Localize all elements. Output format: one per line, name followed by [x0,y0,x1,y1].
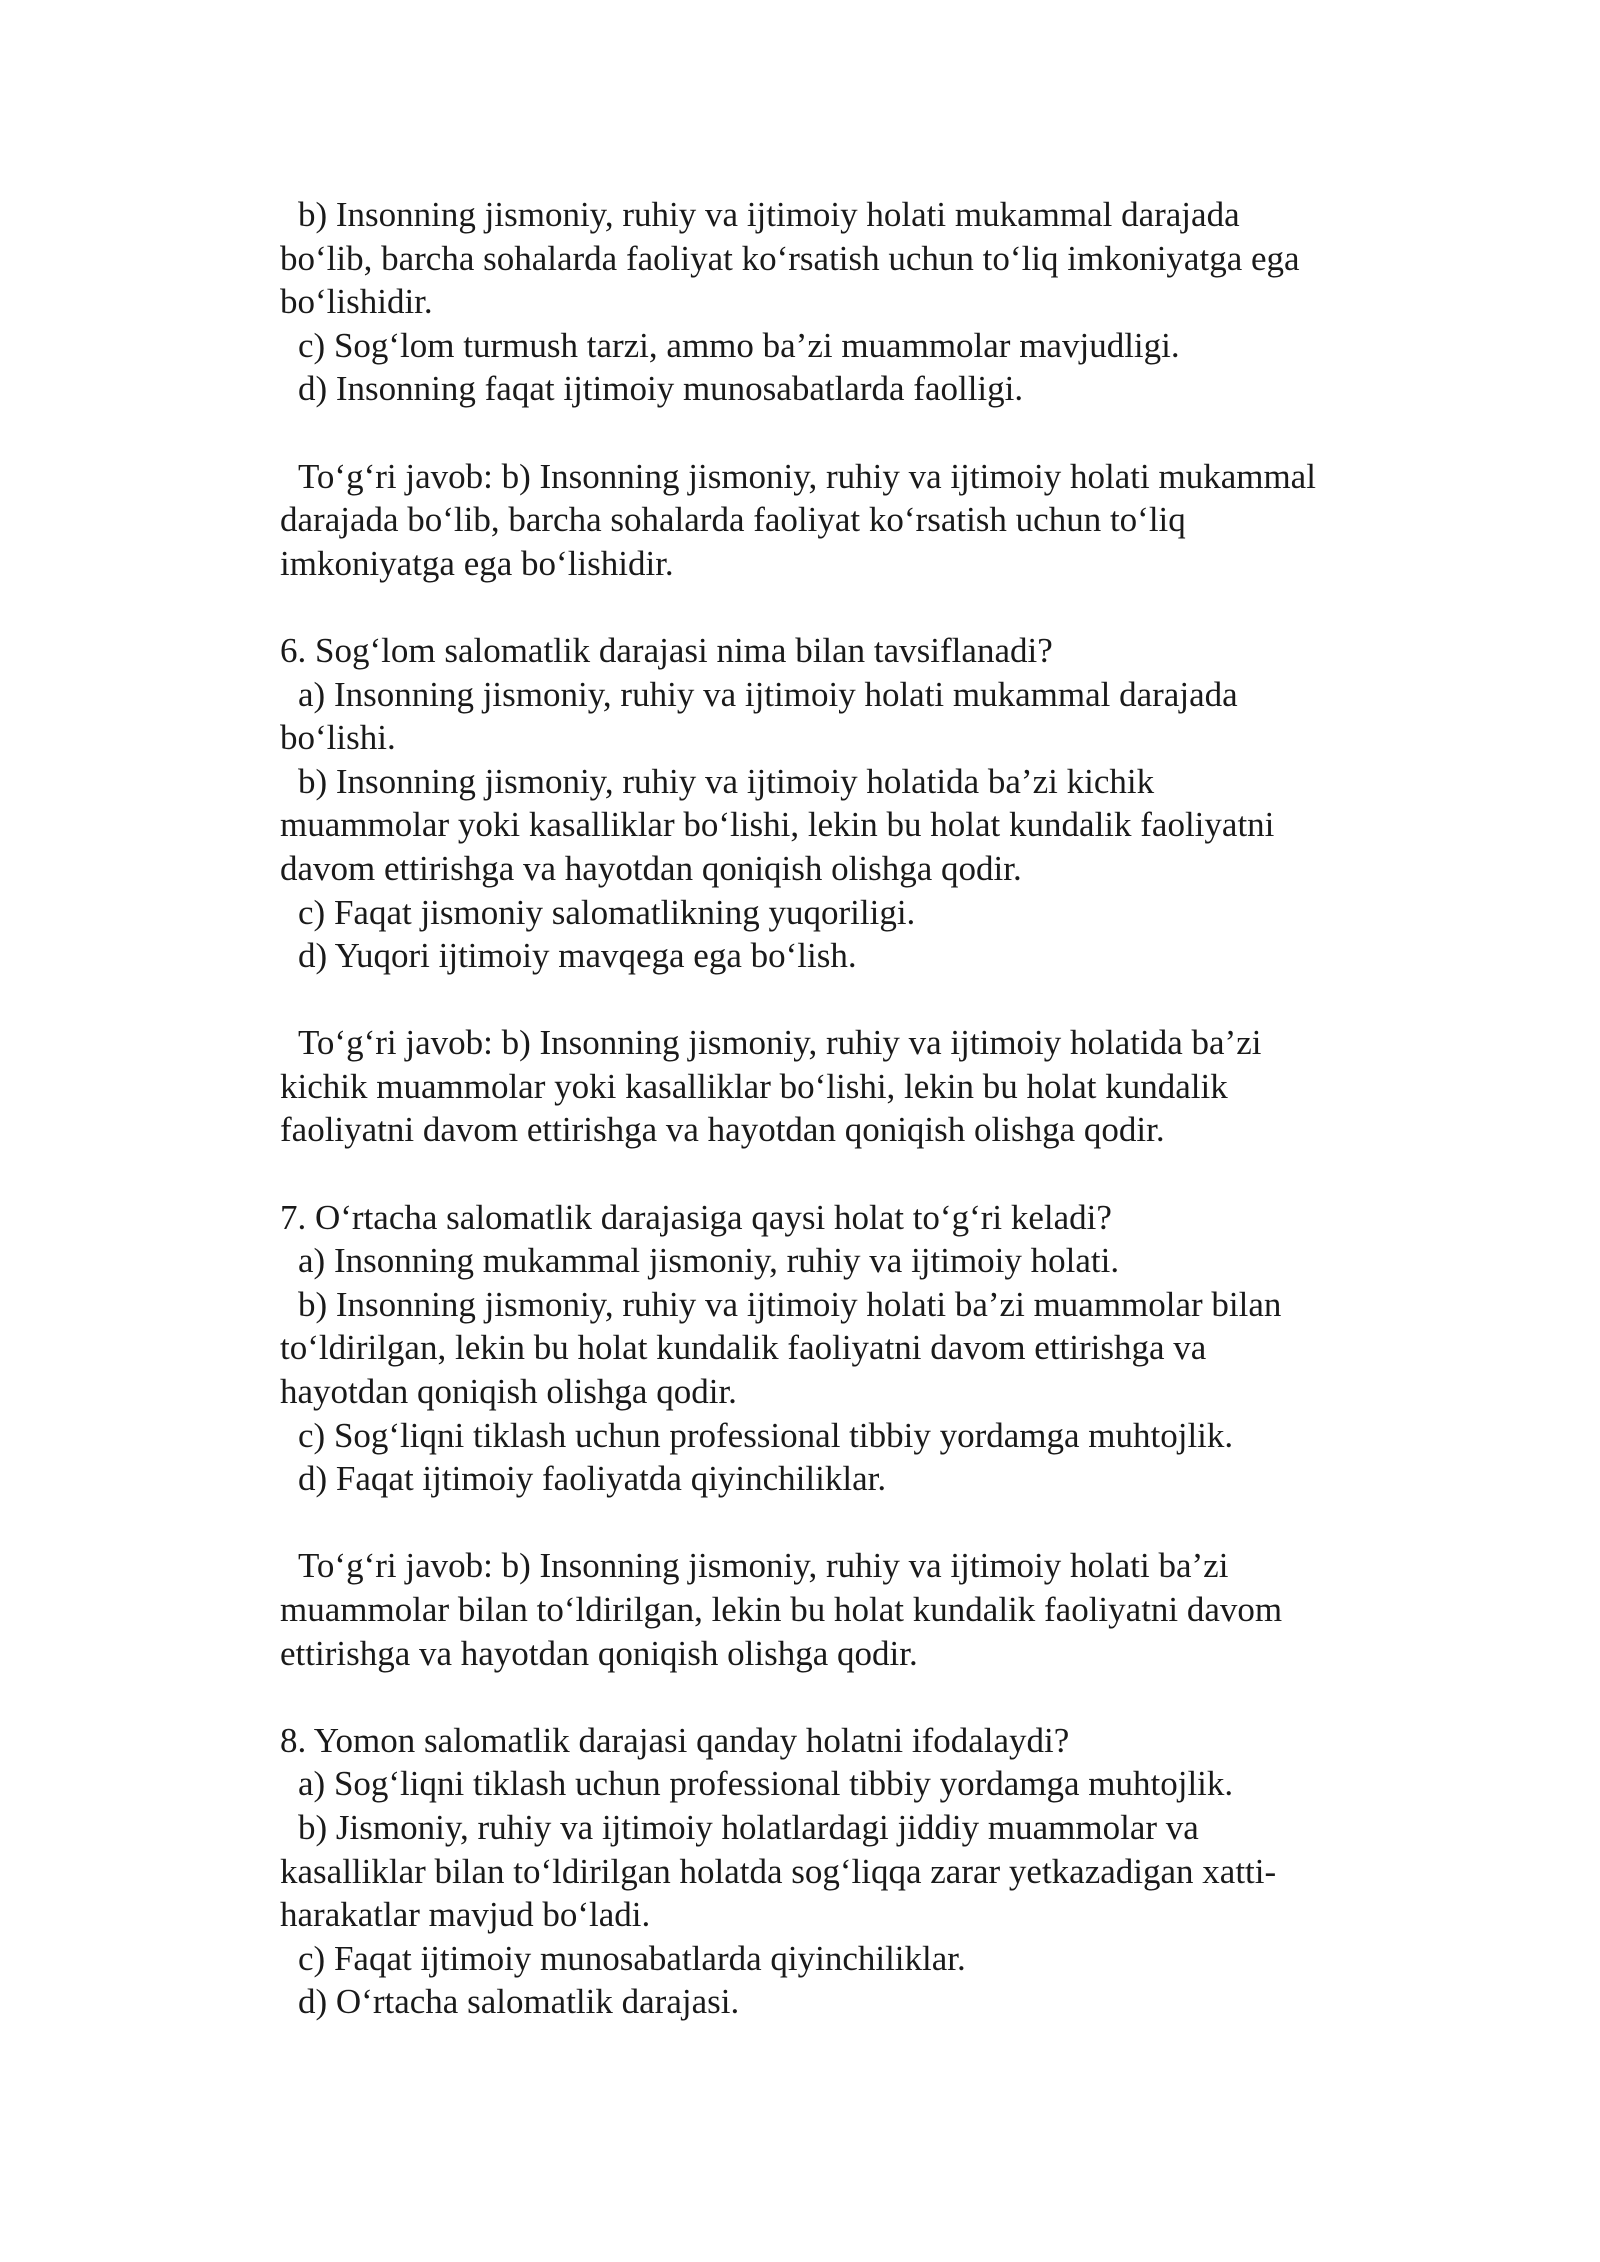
option-line: hayotdan qoniqish olishga qodir. [280,1372,737,1412]
question-block [280,1196,1440,1501]
option-line: c) Faqat ijtimoiy munosabatlarda qiyinchiliklar. [298,1938,966,1978]
answer-line: kichik muammolar yoki kasalliklar bo‘lishi, lekin bu holat kundalik [280,1066,1228,1106]
paragraph-gap [280,1152,1440,1196]
paragraph-gap [280,1675,1440,1719]
option-line: kasalliklar bilan to‘ldirilgan holatda sog‘liqqa zarar yetkazadigan xatti- [280,1851,1277,1891]
option-line: c) Sog‘lom turmush tarzi, ammo ba’zi muammolar mavjudligi. [298,325,1180,365]
document-body [280,193,1440,2024]
answer-block [280,1544,1440,1675]
paragraph-gap [280,585,1440,629]
answer-block [280,1021,1440,1152]
option-line: c) Faqat jismoniy salomatlikning yuqoriligi. [298,892,916,932]
answer-line: muammolar bilan to‘ldirilgan, lekin bu holat kundalik faoliyatni davom [280,1590,1283,1629]
question-title: 8. Yomon salomatlik darajasi qanday holatni ifodalaydi? [280,1720,1070,1760]
option-line: muammolar yoki kasalliklar bo‘lishi, lekin bu holat kundalik faoliyatni [280,805,1275,845]
option-line: b) Insonning jismoniy, ruhiy va ijtimoiy holati mukammal darajada [298,195,1240,234]
paragraph-gap [280,411,1440,455]
answer-line: faoliyatni davom ettirishga va hayotdan qoniqish olishga qodir. [280,1110,1165,1150]
paragraph-gap [280,1501,1440,1545]
answer-line: imkoniyatga ega bo‘lishidir. [280,543,674,583]
option-line: bo‘lishidir. [280,282,433,322]
options-block [280,193,1440,411]
option-line: bo‘lib, barcha sohalarda faoliyat ko‘rsatish uchun to‘liq imkoniyatga ega [280,238,1300,278]
option-line: b) Insonning jismoniy, ruhiy va ijtimoiy holati ba’zi muammolar bilan [298,1284,1282,1324]
option-line: a) Sog‘liqni tiklash uchun professional tibbiy yordamga muhtojlik. [298,1764,1234,1804]
answer-line: To‘g‘ri javob: b) Insonning jismoniy, ruhiy va ijtimoiy holati ba’zi [298,1546,1229,1586]
option-line: d) Yuqori ijtimoiy mavqega ega bo‘lish. [298,936,857,976]
option-line: davom ettirishga va hayotdan qoniqish olishga qodir. [280,848,1022,888]
option-line: d) Faqat ijtimoiy faoliyatda qiyinchiliklar. [298,1459,887,1499]
question-block [280,629,1440,978]
option-line: c) Sog‘liqni tiklash uchun professional tibbiy yordamga muhtojlik. [298,1415,1234,1455]
question-title: 6. Sog‘lom salomatlik darajasi nima bilan tavsiflanadi? [280,630,1053,670]
option-line: d) Insonning faqat ijtimoiy munosabatlarda faolligi. [298,369,1024,409]
question-title: 7. O‘rtacha salomatlik darajasiga qaysi holat to‘g‘ri keladi? [280,1197,1112,1237]
option-line: d) O‘rtacha salomatlik darajasi. [298,1982,740,2022]
option-line: b) Jismoniy, ruhiy va ijtimoiy holatlardagi jiddiy muammolar va [298,1807,1199,1847]
option-line: harakatlar mavjud bo‘ladi. [280,1895,651,1935]
question-block [280,1719,1440,2024]
option-line: a) Insonning mukammal jismoniy, ruhiy va ijtimoiy holati. [298,1241,1120,1281]
answer-line: To‘g‘ri javob: b) Insonning jismoniy, ruhiy va ijtimoiy holatida ba’zi [298,1023,1262,1063]
answer-line: To‘g‘ri javob: b) Insonning jismoniy, ruhiy va ijtimoiy holati mukammal [298,456,1316,496]
option-line: a) Insonning jismoniy, ruhiy va ijtimoiy holati mukammal darajada [298,674,1238,714]
answer-line: ettirishga va hayotdan qoniqish olishga qodir. [280,1633,918,1673]
option-line: to‘ldirilgan, lekin bu holat kundalik faoliyatni davom ettirishga va [280,1328,1207,1368]
answer-line: darajada bo‘lib, barcha sohalarda faoliyat ko‘rsatish uchun to‘liq [280,500,1186,540]
option-line: bo‘lishi. [280,718,396,758]
option-line: b) Insonning jismoniy, ruhiy va ijtimoiy holatida ba’zi kichik [298,761,1155,801]
answer-block [280,455,1440,586]
paragraph-gap [280,978,1440,1022]
